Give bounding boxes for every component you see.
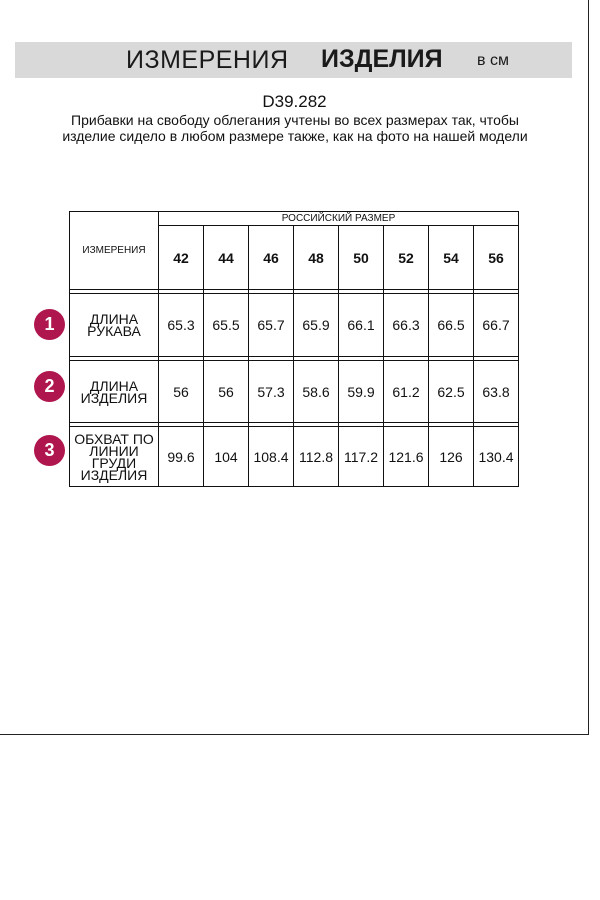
table-cell: 59.9: [339, 361, 384, 423]
row-label-chest-girth: ОБХВАТ ПО ЛИНИИ ГРУДИ ИЗДЕЛИЯ: [70, 427, 159, 487]
title-unit: в см: [477, 52, 509, 69]
table-cell: 130.4: [474, 427, 519, 487]
table-cell: 65.7: [249, 294, 294, 357]
table-cell: 121.6: [384, 427, 429, 487]
table-cell: 66.7: [474, 294, 519, 357]
measurements-header: ИЗМЕРЕНИЯ: [70, 212, 159, 290]
table-cell: 57.3: [249, 361, 294, 423]
table-cell: 126: [429, 427, 474, 487]
size-header-cell: 50: [339, 226, 384, 290]
table-row: [70, 294, 519, 357]
size-header-cell: 56: [474, 226, 519, 290]
size-header-cell: 46: [249, 226, 294, 290]
table-cell: 56: [159, 361, 204, 423]
marker-2-badge: 2: [34, 371, 65, 402]
row-label-sleeve-length: ДЛИНА РУКАВА: [70, 294, 159, 357]
marker-1-badge: 1: [34, 309, 65, 340]
size-header-cell: 42: [159, 226, 204, 290]
title-product: ИЗДЕЛИЯ: [321, 45, 443, 73]
size-table: [69, 211, 519, 487]
table-cell: 66.1: [339, 294, 384, 357]
table-cell: 58.6: [294, 361, 339, 423]
size-header-cell: 52: [384, 226, 429, 290]
table-cell: 108.4: [249, 427, 294, 487]
table-row: [70, 427, 519, 487]
title-measurements: ИЗМЕРЕНИЯ: [126, 46, 289, 74]
table-cell: 66.3: [384, 294, 429, 357]
marker-3-badge: 3: [34, 435, 65, 466]
table-cell: 117.2: [339, 427, 384, 487]
table-cell: 66.5: [429, 294, 474, 357]
russian-size-header: РОССИЙСКИЙ РАЗМЕР: [159, 212, 519, 226]
size-header-cell: 54: [429, 226, 474, 290]
size-header-cell: 48: [294, 226, 339, 290]
table-row: [70, 361, 519, 423]
table-cell: 56: [204, 361, 249, 423]
table-cell: 104: [204, 427, 249, 487]
table-cell: 62.5: [429, 361, 474, 423]
table-cell: 112.8: [294, 427, 339, 487]
table-cell: 99.6: [159, 427, 204, 487]
title-bar: [15, 42, 572, 78]
article-number: D39.282: [262, 92, 327, 111]
row-label-product-length: ДЛИНА ИЗДЕЛИЯ: [70, 361, 159, 423]
table-cell: 65.9: [294, 294, 339, 357]
table-cell: 63.8: [474, 361, 519, 423]
fit-note: Прибавки на свободу облегания учтены во всех размерах так, чтобы изделие сидело в любом размере также, как на фото на нашей модели: [62, 112, 528, 144]
table-cell: 61.2: [384, 361, 429, 423]
table-cell: 65.5: [204, 294, 249, 357]
table-cell: 65.3: [159, 294, 204, 357]
size-header-cell: 44: [204, 226, 249, 290]
